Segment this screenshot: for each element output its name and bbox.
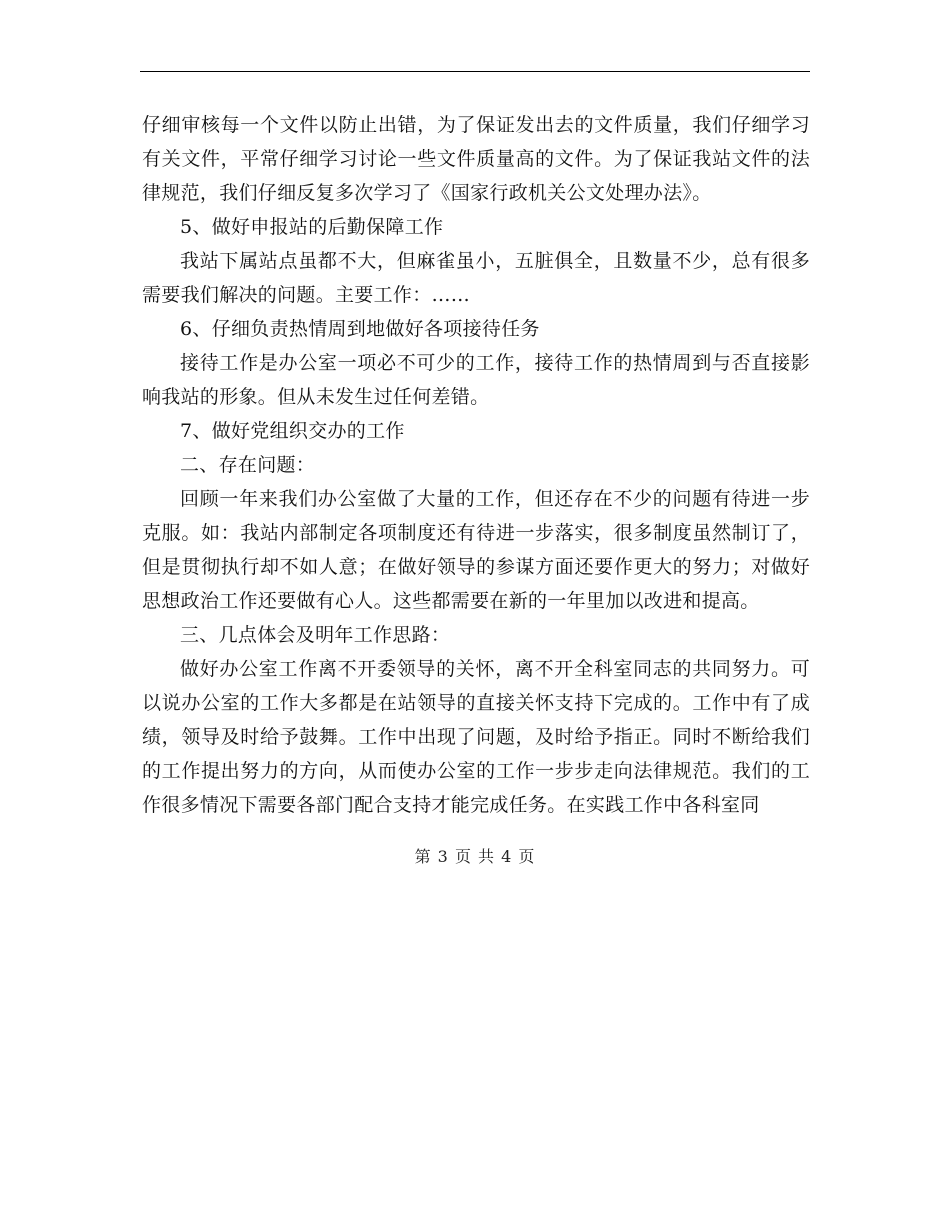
paragraph: 回顾一年来我们办公室做了大量的工作，但还存在不少的问题有待进一步克服。如：我站内部制定各项制度还有待进一步落实，很多制度虽然制订了，但是贯彻执行却不如人意；在做好领导的参谋方面还要作更大的努力；对做好思想政治工作还要做有心人。这些都需要在新的一年里加以改进和提高。 [142,488,810,612]
header-rule [140,71,810,72]
paragraph: 做好办公室工作离不开委领导的关怀，离不开全科室同志的共同努力。可以说办公室的工作大多都是在站领导的直接关怀支持下完成的。工作中有了成绩，领导及时给予鼓舞。工作中出现了问题，及时给予指正。同时不断给我们的工作提出努力的方向，从而使办公室的工作一步步走向法律规范。我们的工作很多情况下需要各部门配合支持才能完成任务。在实践工作中各科室同 [142,658,810,816]
footer-current-page: 3 [437,847,449,866]
document-body [142,108,810,822]
paragraph: 接待工作是办公室一项必不可少的工作，接待工作的热情周到与否直接影响我站的形象。但从未发生过任何差错。 [142,352,810,408]
footer-suffix: 页 [518,847,536,866]
page-footer [0,846,950,868]
section-heading: 6、仔细负责热情周到地做好各项接待任务 [180,318,540,340]
footer-total-pages: 4 [501,847,513,866]
footer-middle: 页 共 [454,847,496,866]
paragraph: 仔细审核每一个文件以防止出错，为了保证发出去的文件质量，我们仔细学习有关文件，平常仔细学习讨论一些文件质量高的文件。为了保证我站文件的法律规范，我们仔细反复多次学习了《国家行政机关公文处理办法》。 [142,114,810,204]
footer-prefix: 第 [414,847,432,866]
section-heading: 三、几点体会及明年工作思路： [180,624,451,646]
section-heading: 5、做好申报站的后勤保障工作 [180,216,444,238]
section-heading: 7、做好党组织交办的工作 [180,420,405,442]
paragraph: 我站下属站点虽都不大，但麻雀虽小，五脏俱全，且数量不少，总有很多需要我们解决的问题。主要工作：…… [142,250,810,306]
section-heading: 二、存在问题： [180,454,316,476]
